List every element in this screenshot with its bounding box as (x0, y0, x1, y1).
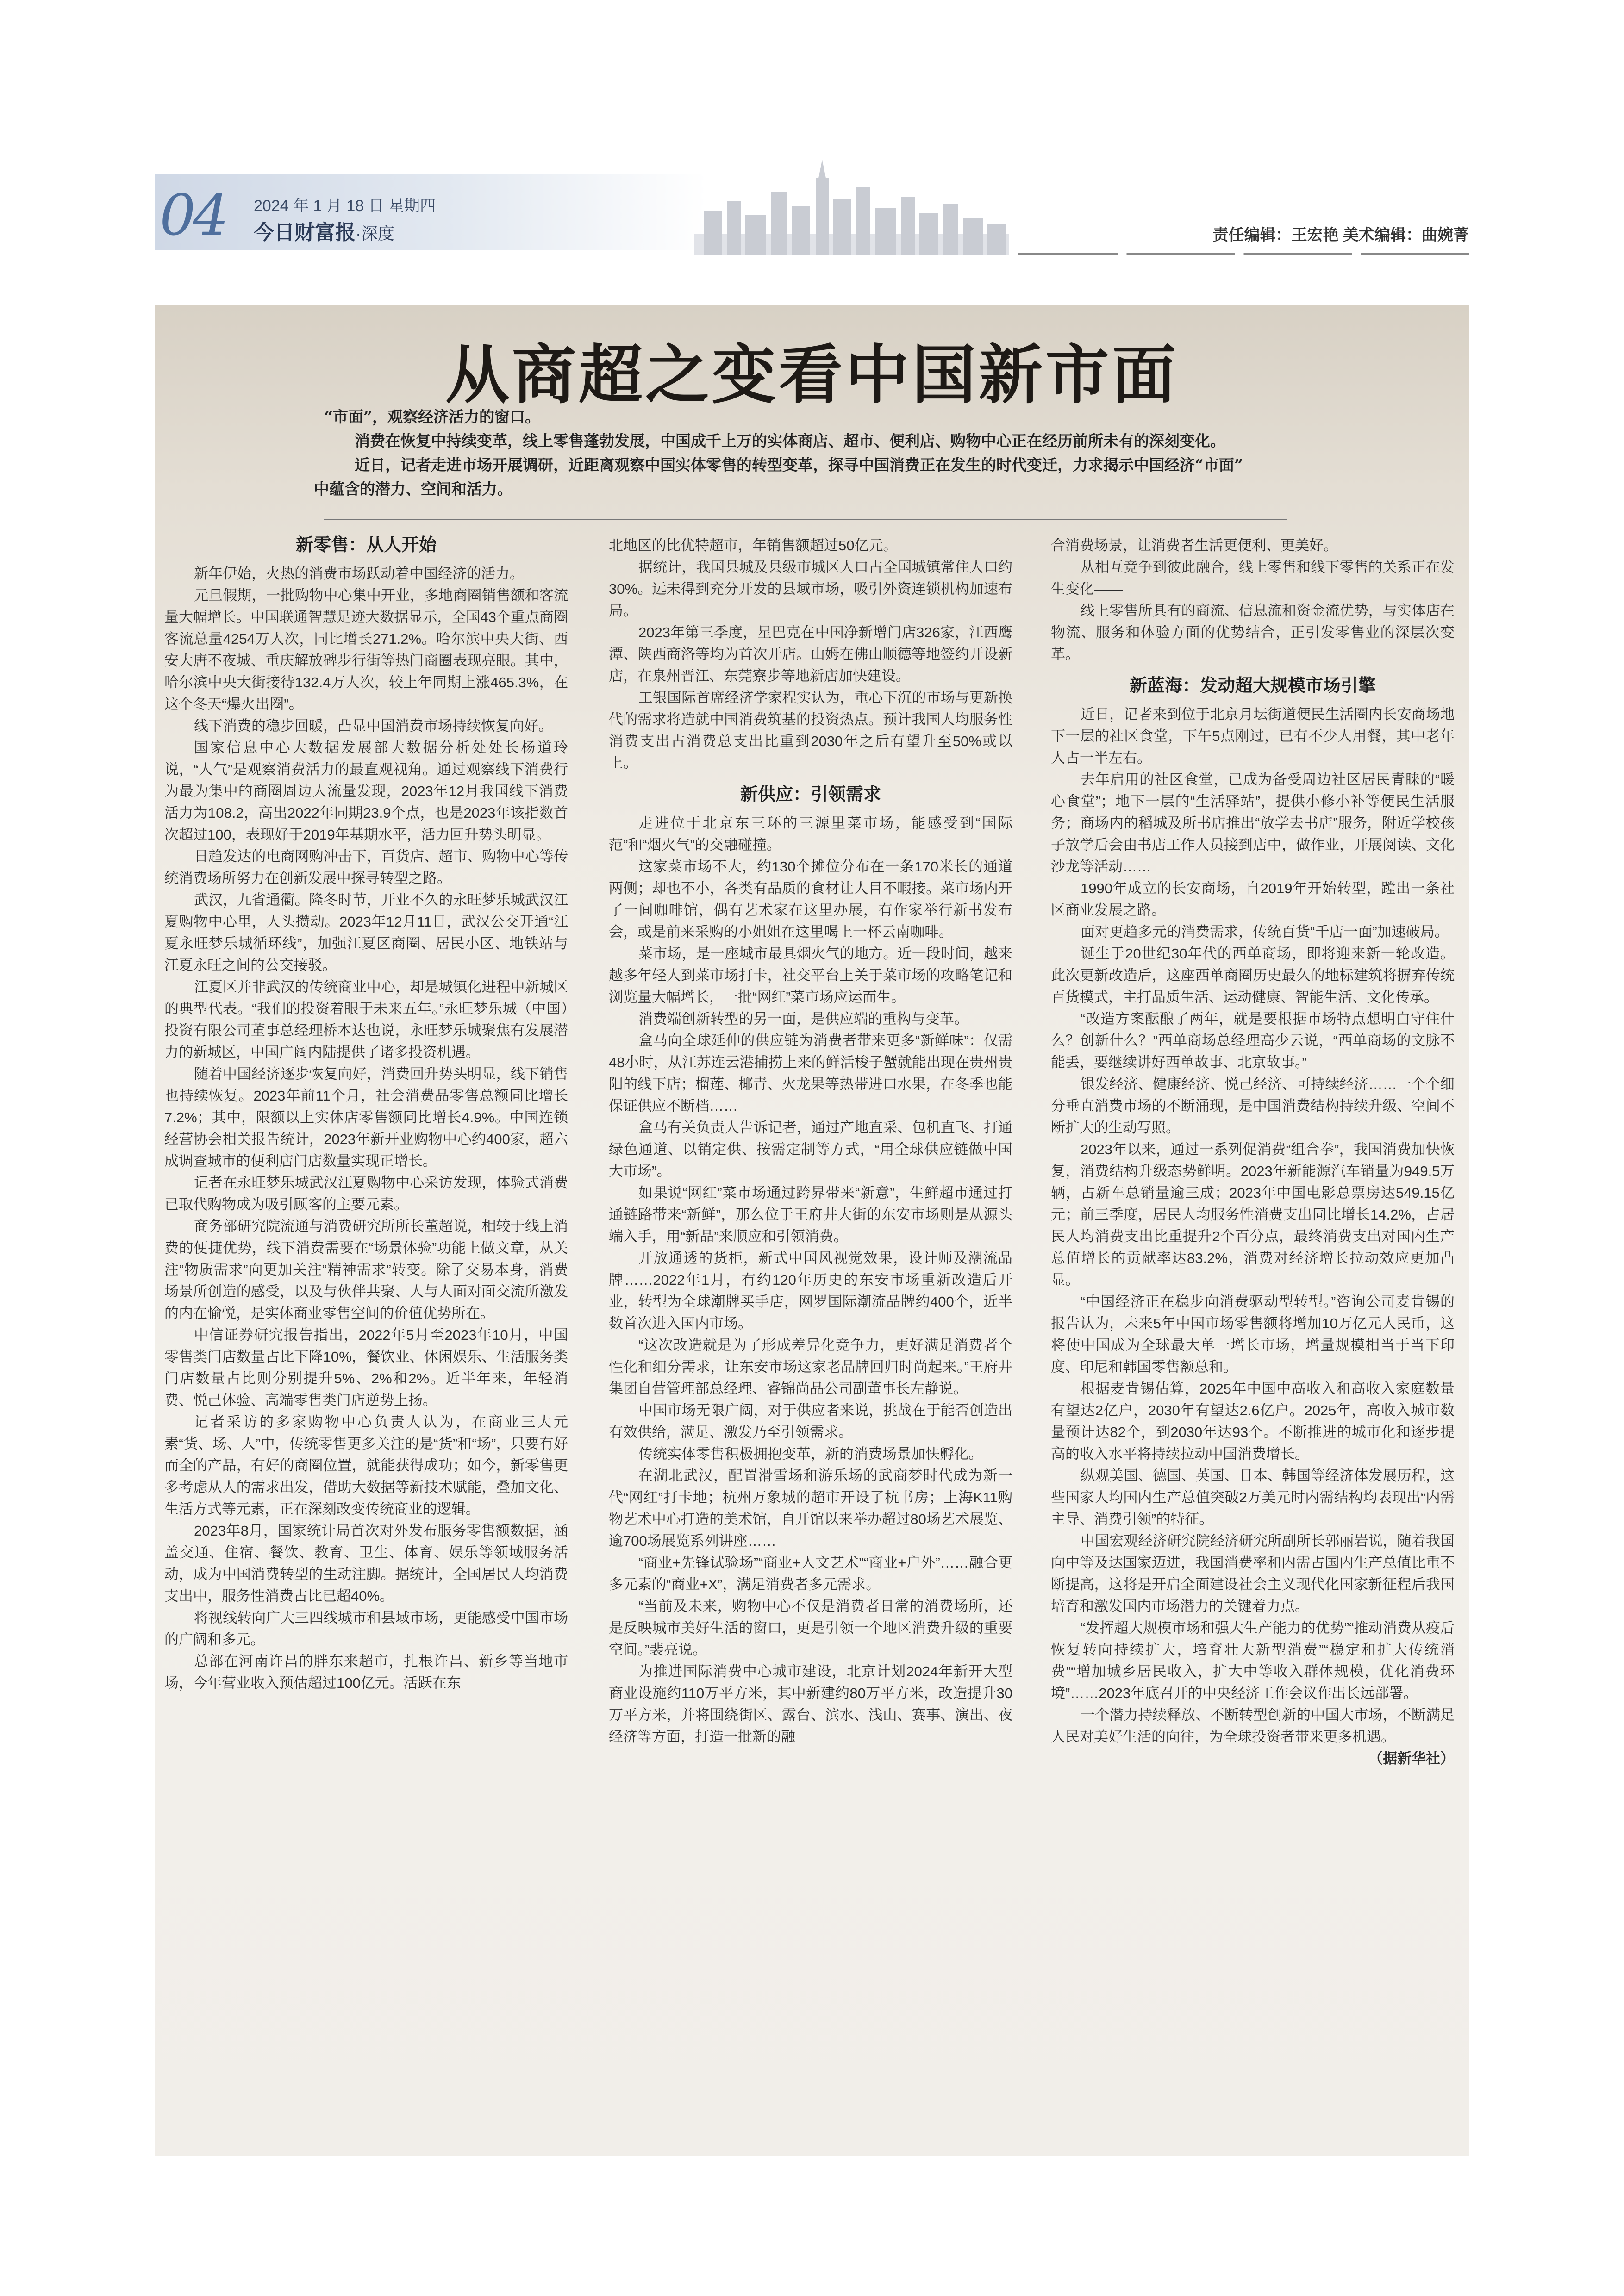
paragraph: 记者采访的多家购物中心负责人认为，在商业三大元素“货、场、人”中，传统零售更多关注的是“货”和“场”，只要有好而全的产品，有好的商圈位置，就能获得成功；如今，新零售更多考虑从人的需求出发，借助大数据等新技术赋能，叠加文化、生活方式等元素，正在深刻改变传统商业的逻辑。 (164, 1414, 568, 1517)
paragraph: 开放通透的货柜，新式中国风视觉效果，设计师及潮流品牌……2022年1月，有约120年历史的东安市场重新改造后开业，转型为全球潮牌买手店，网罗国际潮流品牌约400个，近半数首次进入国内市场。 (609, 1250, 1012, 1332)
paragraph: 据统计，我国县城及县级市城区人口占全国城镇常住人口约30%。远未得到充分开发的县域市场，吸引外资连锁机构加速布局。 (609, 559, 1012, 619)
paragraph: “这次改造就是为了形成差异化竞争力，更好满足消费者个性化和细分需求，让东安市场这家老品牌回归时尚起来。”王府井集团自营管理部总经理、睿锦尚品公司副董事长左静说。 (609, 1337, 1012, 1397)
paragraph: 武汉，九省通衢。隆冬时节，开业不久的永旺梦乐城武汉江夏购物中心里，人头攒动。2023年12月11日，武汉公交开通“江夏永旺梦乐城循环线”，加强江夏区商圈、居民小区、地铁站与江夏永旺之间的公交接驳。 (164, 892, 568, 973)
paragraph: “发挥超大规模市场和强大生产能力的优势”“推动消费从疫后恢复转向持续扩大，培育壮大新型消费”“稳定和扩大传统消费”“增加城乡居民收入，扩大中等收入群体规模，优化消费环境”……2023年底召开的中央经济工作会议作出长远部署。 (1051, 1620, 1455, 1701)
paragraph: 根据麦肯锡估算，2025年中国中高收入和高收入家庭数量有望达2亿户，2030年有望达2.6亿户。2025年，高收入城市数量预计达82个，到2030年达93个。不断推进的城市化和逐步提高的收入水平将持续拉动中国消费增长。 (1051, 1381, 1455, 1462)
paragraph: 中国宏观经济研究院经济研究所副所长郭丽岩说，随着我国向中等及达国家迈进，我国消费率和内需占国内生产总值比重不断提高，这将是开启全面建设社会主义现代化国家新征程后我国培育和激发国内市场潜力的关键着力点。 (1051, 1533, 1455, 1614)
paragraph: 中国市场无限广阔，对于供应者来说，挑战在于能否创造出有效供给，满足、激发乃至引领需求。 (609, 1402, 1012, 1440)
paragraph: 盒马有关负责人告诉记者，通过产地直采、包机直飞、打通绿色通道、以销定供、按需定制等方式，“用全球供应链做中国大市场”。 (609, 1120, 1012, 1179)
subheading-new-supply: 新供应：引领需求 (740, 785, 881, 804)
paragraph: 从相互竞争到彼此融合，线上零售和线下零售的关系正在发生变化—— (1051, 559, 1455, 597)
article-source: （据新华社） (1368, 1750, 1455, 1767)
paragraph: 一个潜力持续释放、不断转型创新的中国大市场，不断满足人民对美好生活的向往，为全球投资者带来更多机遇。 (1051, 1707, 1455, 1745)
lead-line: 近日，记者走进市场开展调研，近距离观察中国实体零售的转型变革，探寻中国消费正在发生的时代变迁，力求揭示中国经济“市面” (355, 456, 1243, 474)
paragraph: 将视线转向广大三四线城市和县域市场，更能感受中国市场的广阔和多元。 (164, 1610, 568, 1648)
paragraph: 记者在永旺梦乐城武汉江夏购物中心采访发现，体验式消费已取代购物成为吸引顾客的主要元素。 (164, 1175, 568, 1213)
paragraph: 走进位于北京东三环的三源里菜市场，能感受到“国际范”和“烟火气”的交融碰撞。 (609, 815, 1012, 853)
paragraph: 盒马向全球延伸的供应链为消费者带来更多“新鲜味”：仅需48小时，从江苏连云港捕捞上来的鲜活梭子蟹就能出现在贵州贵阳的线下店；榴莲、椰青、火龙果等热带进口水果，在冬季也能保证供应不断档…… (609, 1033, 1012, 1114)
paragraph: 2023年以来，通过一系列促消费“组合拳”，我国消费加快恢复，消费结构升级态势鲜明。2023年新能源汽车销量为949.5万辆，占新车总销量逾三成；2023年中国电影总票房达549.15亿元；前三季度，居民人均服务性消费支出同比增长14.2%，占居民人均消费支出比重提升2个百分点，最终消费支出对国内生产总值增长的贡献率达83.2%，消费对经济增长拉动效应更加凸显。 (1051, 1141, 1455, 1288)
paragraph: 1990年成立的长安商场，自2019年开始转型，蹚出一条社区商业发展之路。 (1051, 880, 1455, 918)
paragraph: 2023年第三季度，星巴克在中国净新增门店326家，江西鹰潭、陕西商洛等均为首次开店。山姆在佛山顺德等地签约开设新店，在泉州晋江、东莞寮步等地新店加快建设。 (609, 624, 1012, 684)
paragraph: 国家信息中心大数据发展部大数据分析处处长杨道玲说，“人气”是观察消费活力的最直观视角。通过观察线下消费行为最为集中的商圈周边人流量发现，2023年12月我国线下消费活力为108.2，高出2022年同期23.9个点，也是2023年该指数首次超过100，表现好于2019年基期水平，活力回升势头明显。 (164, 740, 568, 843)
article-column-1 (164, 535, 568, 2145)
paragraph: 2023年8月，国家统计局首次对外发布服务零售额数据，涵盖交通、住宿、餐饮、教育、卫生、体育、娱乐等领域服务活动，成为中国消费转型的生动注脚。据统计，全国居民人均消费支出中，服务性消费占比已超40%。 (164, 1523, 568, 1604)
article-column-2 (609, 535, 1012, 2145)
subheading-new-retail: 新零售：从人开始 (295, 535, 437, 555)
lead-line: 消费在恢复中持续变革，线上零售蓬勃发展，中国成千上万的实体商店、超市、便利店、购物中心正在经历前所未有的深刻变化。 (355, 432, 1225, 450)
section-title: 今日财富报 (254, 221, 356, 244)
editors-credit: 责任编辑：王宏艳 美术编辑：曲婉菁 (1212, 226, 1469, 244)
paragraph: 线上零售所具有的商流、信息流和资金流优势，与实体店在物流、服务和体验方面的优势结合，正引发零售业的深层次变革。 (1051, 603, 1455, 662)
paragraph: 传统实体零售积极拥抱变革，新的消费场景加快孵化。 (638, 1446, 983, 1462)
paragraph: 银发经济、健康经济、悦己经济、可持续经济……一个个细分垂直消费市场的不断涌现，是中国消费结构持续升级、空间不断扩大的生动写照。 (1051, 1076, 1455, 1136)
paragraph: 近日，记者来到位于北京月坛街道便民生活圈内长安商场地下一层的社区食堂，下午5点刚过，已有不少人用餐，其中老年人占一半左右。 (1051, 706, 1455, 766)
paragraph: 消费端创新转型的另一面，是供应端的重构与变革。 (638, 1011, 968, 1027)
paragraph: “中国经济正在稳步向消费驱动型转型。”咨询公司麦肯锡的报告认为，未来5年中国市场零售额将增加10万亿元人民币，这将使中国成为全球最大单一增长市场，增量规模相当于当下印度、印尼和韩国零售额总和。 (1051, 1294, 1455, 1375)
paragraph: 这家菜市场不大，约130个摊位分布在一条170米长的通道两侧；却也不小，各类有品质的食材让人目不暇接。菜市场内开了一间咖啡馆，偶有艺术家在这里办展，有作家举行新书发布会，或是前来采购的小姐姐在这里喝上一杯云南咖啡。 (609, 859, 1012, 940)
paragraph: 菜市场，是一座城市最具烟火气的地方。近一段时间，越来越多年轻人到菜市场打卡，社交平台上关于菜市场的攻略笔记和浏览量大幅增长，一批“网红”菜市场应运而生。 (609, 946, 1012, 1005)
paragraph: 纵观美国、德国、英国、日本、韩国等经济体发展历程，这些国家人均国内生产总值突破2万美元时内需结构均表现出“内需主导、消费引领”的特征。 (1051, 1468, 1455, 1527)
paragraph: 面对更趋多元的消费需求，传统百货“千店一面”加速破局。 (1081, 924, 1449, 940)
issue-date: 2024 年 1 月 18 日 星期四 (254, 197, 436, 215)
paragraph: 新年伊始，火热的消费市场跃动着中国经济的活力。 (194, 566, 524, 582)
header-divider (1018, 253, 1469, 255)
paragraph: “改造方案酝酿了两年，就是要根据市场特点想明白守住什么？创新什么？”西单商场总经理高少云说，“西单商场的文脉不能丢，要继续讲好西单故事、北京故事。” (1051, 1011, 1455, 1070)
paragraph: 总部在河南许昌的胖东来超市，扎根许昌、新乡等当地市场，今年营业收入预估超过100亿元。活跃在东 (164, 1653, 568, 1691)
lead-divider (324, 519, 1287, 520)
paragraph: “商业+先锋试验场”“商业+人文艺术”“商业+户外”……融合更多元素的“商业+X”，满足消费者多元需求。 (609, 1555, 1012, 1593)
lead-line: “市面”，观察经济活力的窗口。 (324, 408, 540, 426)
paragraph: 合消费场景，让消费者生活更便利、更美好。 (1051, 537, 1338, 554)
paragraph: 线下消费的稳步回暖，凸显中国消费市场持续恢复向好。 (194, 718, 553, 734)
paragraph: 诞生于20世纪30年代的西单商场，即将迎来新一轮改造。此次更新改造后，这座西单商圈历史最久的地标建筑将摒弃传统百货模式，主打品质生活、运动健康、智能生活、文化传承。 (1051, 946, 1455, 1005)
section-subtitle: ·深度 (356, 224, 394, 243)
page-number: 04 (160, 182, 226, 248)
paragraph: 日趋发达的电商网购冲击下，百货店、超市、购物中心等传统消费场所努力在创新发展中探寻转型之路。 (164, 848, 568, 886)
paragraph: 北地区的比优特超市，年销售额超过50亿元。 (609, 537, 898, 554)
article-title: 从商超之变看中国新市面 (445, 337, 1179, 412)
paragraph: 中信证券研究报告指出，2022年5月至2023年10月，中国零售类门店数量占比下降10%，餐饮业、休闲娱乐、生活服务类门店数量占比则分别提升5%、2%和2%。近半年来，年轻消费、悦己体验、高端零售类门店逆势上扬。 (164, 1327, 568, 1408)
subheading-new-blue-ocean: 新蓝海：发动超大规模市场引擎 (1129, 676, 1376, 696)
paragraph: 在湖北武汉，配置滑雪场和游乐场的武商梦时代成为新一代“网红”打卡地；杭州万象城的超市开设了杭书房；上海K11购物艺术中心打造的美术馆，自开馆以来举办超过80场艺术展览、逾700场展览系列讲座…… (609, 1468, 1012, 1549)
paragraph: 元旦假期，一批购物中心集中开业，多地商圈销售额和客流量大幅增长。中国联通智慧足迹大数据显示，全国43个重点商圈客流总量4254万人次，同比增长271.2%。哈尔滨中央大街、西安大唐不夜城、重庆解放碑步行街等热门商圈表现亮眼。其中，哈尔滨中央大街接待132.4万人次，较上年同期上涨465.3%，在这个冬天“爆火出圈”。 (164, 587, 568, 712)
paragraph: 去年启用的社区食堂，已成为备受周边社区居民青睐的“暖心食堂”；地下一层的“生活驿站”，提供小修小补等便民生活服务；商场内的稻城及所书店推出“放学去书店”服务，附近学校孩子放学后会由书店工作人员接到店中，做作业，开展阅读、文化沙龙等活动…… (1051, 772, 1455, 875)
paragraph: 如果说“网红”菜市场通过跨界带来“新意”，生鲜超市通过打通链路带来“新鲜”，那么位于王府井大街的东安市场则是从源头端入手，用“新品”来顺应和引领消费。 (609, 1185, 1012, 1244)
paragraph: 为推进国际消费中心城市建设，北京计划2024年新开大型商业设施约110万平方米，其中新建约80万平方米，改造提升30万平方米，并将围绕街区、露台、滨水、浅山、赛事、演出、夜经济等方面，打造一批新的融 (609, 1663, 1012, 1745)
article-lead (314, 405, 1310, 501)
paragraph: 江夏区并非武汉的传统商业中心，却是城镇化进程中新城区的典型代表。“我们的投资着眼于未来五年。”永旺梦乐城（中国）投资有限公司董事总经理桥本达也说，永旺梦乐城聚焦有发展潜力的新城区，中国广阔内陆提供了诸多投资机遇。 (164, 979, 568, 1060)
paragraph: 商务部研究院流通与消费研究所所长董超说，相较于线上消费的便捷优势，线下消费需要在“场景体验”功能上做文章，从关注“物质需求”向更加关注“精神需求”转变。除了交易本身，消费场景所创造的感受，以及与伙伴共聚、人与人面对面交流所激发的内在愉悦，是实体商业零售空间的价值优势所在。 (164, 1218, 568, 1321)
city-skyline-icon (694, 160, 1009, 255)
section-name (254, 216, 394, 245)
paragraph: “当前及未来，购物中心不仅是消费者日常的消费场所，还是反映城市美好生活的窗口，更是引领一个地区消费升级的重要空间。”裴亮说。 (609, 1598, 1012, 1658)
paragraph: 随着中国经济逐步恢复向好，消费回升势头明显，线下销售也持续恢复。2023年前11个月，社会消费品零售总额同比增长7.2%；其中，限额以上实体店零售额同比增长4.9%。中国连锁经营协会相关报告统计，2023年新开业购物中心约400家，超六成调查城市的便利店门店数量实现正增长。 (164, 1066, 568, 1169)
lead-line: 中蕴含的潜力、空间和活力。 (314, 480, 512, 498)
article-column-3 (1051, 535, 1455, 2145)
paragraph: 工银国际首席经济学家程实认为，重心下沉的市场与更新换代的需求将造就中国消费筑基的投资热点。预计我国人均服务性消费支出占消费总支出比重到2030年之后有望升至50%或以上。 (609, 690, 1012, 771)
